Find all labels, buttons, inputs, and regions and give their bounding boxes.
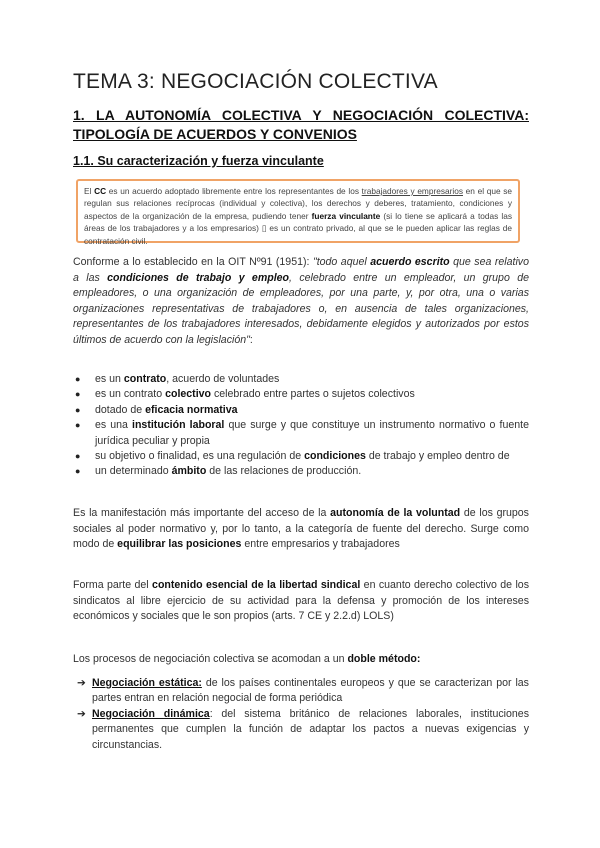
para-text: Forma parte del	[73, 579, 153, 591]
section-heading: 1. LA AUTONOMÍA COLECTIVA Y NEGOCIACIÓN COLECTIVA: TIPOLOGÍA DE ACUERDOS Y CONVENIOS	[73, 107, 529, 142]
bullet-icon: ●	[75, 374, 81, 384]
item-text: : del sistema británico de relaciones laborales, instituciones permanentes que cumplen la función de adaptar los pactos a nuevas exigencias y circunstancias.	[92, 707, 529, 751]
method-intro-paragraph	[73, 652, 529, 668]
autonomy-paragraph	[73, 506, 529, 553]
oit-definition-paragraph	[73, 255, 529, 349]
item-text: de trabajo y empleo dentro de	[365, 450, 510, 463]
item-bold: institución laboral	[132, 419, 225, 432]
list-item	[73, 449, 529, 464]
union-freedom-paragraph	[73, 578, 529, 625]
item-bold: condiciones	[304, 450, 366, 463]
item-text: celebrado entre partes o sujetos colectivos	[211, 388, 415, 401]
para-bold-italic: condiciones de trabajo y empleo	[107, 271, 290, 284]
note-text: El	[84, 186, 95, 196]
para-bold: autonomía de la voluntad	[330, 507, 461, 519]
para-text: Es la manifestación más importante del acceso de la	[73, 507, 331, 519]
note-text: en el que se regulan sus relaciones recíprocas (individual y colectiva), los derechos y deberes, tratamiento, condiciones y aspectos de la organización de la empresa, pudiendo tener	[84, 186, 513, 221]
list-item	[73, 676, 529, 707]
list-item	[73, 418, 529, 449]
bullet-icon: ●	[75, 389, 81, 400]
item-bold: contrato	[123, 373, 167, 385]
list-item	[73, 372, 529, 387]
para-text: Los procesos de negociación colectiva se acomodan a un	[73, 653, 348, 665]
arrow-right-icon: ➔	[77, 707, 86, 720]
para-bold: doble método:	[347, 653, 421, 665]
para-bold: equilibrar las posiciones	[117, 538, 242, 551]
note-text: (si lo tiene se aplicará a todas las áreas de los trabajadores y a los empresarios)	[84, 210, 512, 234]
subsection-heading: 1.1. Su caracterización y fuerza vinculante	[73, 154, 324, 168]
para-text: en cuanto derecho colectivo de los sindicatos al libre ejercicio de su actividad para la defensa y promoción de los intereses económicos y sociales que le son propios (arts. 7 CE y 2.2.d) LOLS)	[73, 579, 529, 623]
item-bold: ámbito	[171, 465, 207, 478]
bullet-icon: ●	[75, 466, 81, 477]
para-text: :	[249, 333, 253, 346]
item-text: su objetivo o finalidad, es una regulación de	[95, 450, 305, 463]
item-text: es una	[95, 419, 133, 432]
para-italic: "todo aquel	[312, 256, 371, 268]
item-bold: eficacia normativa	[145, 403, 238, 416]
negotiation-methods-list	[73, 676, 529, 753]
note-bold-cc: CC	[94, 186, 107, 196]
list-item	[73, 403, 529, 418]
list-item	[73, 387, 529, 402]
note-text: es un contrato privado, al que se le pueden aplicar las reglas de contratación civil.	[84, 223, 512, 246]
para-bold-italic: acuerdo escrito	[370, 256, 450, 268]
item-text: de las relaciones de producción.	[206, 465, 362, 478]
item-text: es un contrato	[95, 388, 166, 401]
item-bold: colectivo	[165, 388, 212, 401]
para-text: de los grupos sociales al poder normativo y, por lo tanto, a la categoría de fuente del derecho. Surge como modo de	[73, 507, 529, 551]
para-italic: que sea relativo a las	[73, 256, 529, 284]
item-text: , acuerdo de voluntades	[166, 373, 280, 385]
list-item	[73, 464, 529, 479]
note-underlined-parties: trabajadores y empresarios	[361, 186, 463, 196]
item-text: dotado de	[95, 403, 146, 416]
definition-callout-box	[76, 179, 520, 246]
bullet-icon: ●	[75, 420, 81, 431]
note-bold-binding-force: fuerza vinculante	[311, 210, 381, 221]
item-bold-underlined: Negociación estática:	[92, 677, 202, 689]
characteristics-list	[73, 372, 529, 480]
item-text: de los países continentales europeos y que se caracterizan por las partes entran en relación negocial de forma periódica	[92, 677, 529, 705]
document-title: TEMA 3: NEGOCIACIÓN COLECTIVA	[73, 70, 438, 93]
para-text: entre empresarios y trabajadores	[241, 538, 400, 551]
bullet-icon: ●	[75, 404, 81, 415]
list-item	[73, 707, 529, 753]
para-text: Conforme a lo establecido en la OIT Nº91 (1951):	[73, 256, 313, 268]
item-text: es un	[95, 373, 124, 385]
box-glyph-icon: ▯	[261, 223, 267, 234]
item-text: un determinado	[95, 465, 172, 478]
para-italic: , celebrado entre un empleador, un grupo de empleadores, o una organización de empleadores, por una parte, y, por otra, una o varias organizaciones representativas de trabajadores o, en ausencia de tales organizaciones, representantes de los trabajadores interesados, debidamente elegidos y autorizados por estos últimos de acuerdo con la legislación"	[73, 271, 529, 346]
para-bold: contenido esencial de la libertad sindical	[152, 579, 361, 591]
arrow-right-icon: ➔	[77, 677, 86, 689]
note-text: es un acuerdo adoptado libremente entre los representantes de los	[106, 186, 362, 196]
bullet-icon: ●	[75, 451, 81, 462]
item-bold-underlined: Negociación dinámica	[92, 707, 210, 720]
item-text: que surge y que constituye un instrumento normativo o fuente jurídica peculiar y propia	[95, 419, 529, 447]
